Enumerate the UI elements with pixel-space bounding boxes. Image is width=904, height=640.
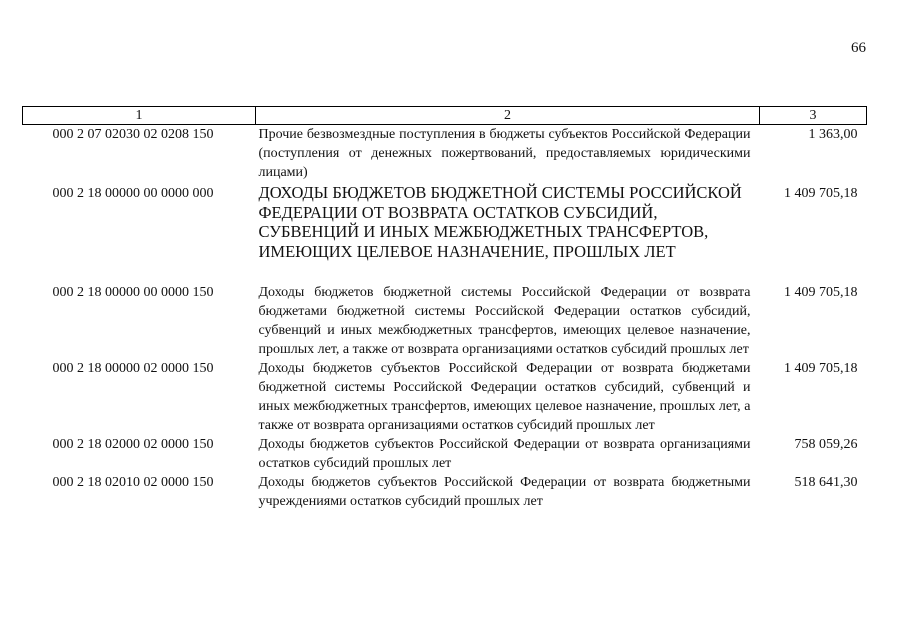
budget-code: 000 2 18 02010 02 0000 150 [52,475,214,490]
budget-code: 000 2 18 00000 00 0000 150 [52,285,214,300]
revenue-amount: 518 641,30 [794,475,858,490]
column-header-name: 2 [256,107,760,125]
revenue-name: Доходы бюджетов субъектов Российской Федерации от возврата организациями остатков субсидий прошлых лет [258,437,751,471]
revenue-name: Доходы бюджетов бюджетной системы Российской Федерации от возврата бюджетами бюджетной системы Российской Федерации остатков субсидий, субвенций и иных межбюджетных трансфертов, имеющих целевое назначение, прошлых лет, а также от возврата организациями остатков субсидий прошлых лет [258,285,751,357]
column-header-code: 1 [23,107,256,125]
table-row [23,182,867,283]
revenue-name: Прочие безвозмездные поступления в бюджеты субъектов Российской Федерации (поступления от денежных пожертвований, предоставляемых юридическими лицами) [258,127,751,180]
budget-code: 000 2 18 00000 02 0000 150 [52,361,214,376]
revenue-name: Доходы бюджетов субъектов Российской Федерации от возврата бюджетными учреждениями остатков субсидий прошлых лет [258,475,751,509]
header-row [23,107,867,125]
column-header-amount: 3 [760,107,867,125]
budget-revenue-table [22,106,867,511]
budget-code: 000 2 18 00000 00 0000 000 [52,186,214,201]
revenue-amount: 1 409 705,18 [784,186,858,201]
table-body [23,125,867,512]
table-row [23,283,867,359]
table-row [23,125,867,183]
page-number: 66 [851,40,866,56]
table-row [23,435,867,473]
revenue-amount: 1 409 705,18 [784,285,858,300]
revenue-name: ДОХОДЫ БЮДЖЕТОВ БЮДЖЕТНОЙ СИСТЕМЫ РОССИЙСКОЙ ФЕДЕРАЦИИ ОТ ВОЗВРАТА ОСТАТКОВ СУБСИДИЙ, СУБВЕНЦИЙ И ИНЫХ МЕЖБЮДЖЕТНЫХ ТРАНСФЕРТОВ, ИМЕЮЩИХ ЦЕЛЕВОЕ НАЗНАЧЕНИЕ, ПРОШЛЫХ ЛЕТ [258,183,742,261]
revenue-amount: 1 363,00 [808,127,858,142]
budget-code: 000 2 07 02030 02 0208 150 [52,127,214,142]
revenue-amount: 1 409 705,18 [784,361,858,376]
revenue-name: Доходы бюджетов субъектов Российской Федерации от возврата бюджетами бюджетной системы Российской Федерации остатков субсидий, субвенций и иных межбюджетных трансфертов, имеющих целевое назначение, прошлых лет, а также от возврата организациями остатков субсидий прошлых лет [258,361,751,433]
budget-code: 000 2 18 02000 02 0000 150 [52,437,214,452]
table-row [23,359,867,435]
revenue-amount: 758 059,26 [794,437,858,452]
table-header [23,107,867,125]
table-row [23,473,867,511]
